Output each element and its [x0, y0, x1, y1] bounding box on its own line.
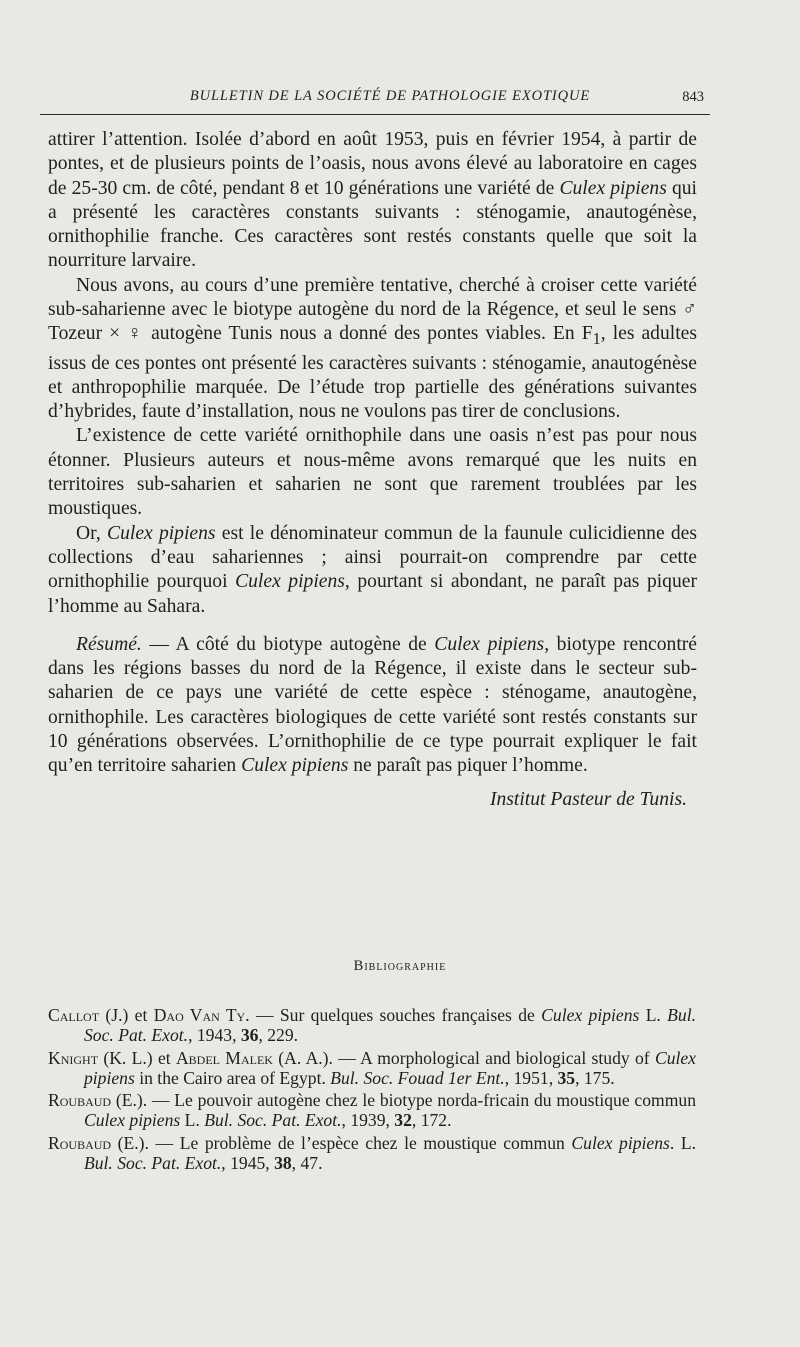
bibliography-list — [48, 1005, 696, 1173]
ref-volume: 38 — [274, 1153, 292, 1174]
page-number: 843 — [682, 89, 704, 105]
ref-journal: Bul. Soc. Pat. Exot. — [84, 1005, 697, 1046]
article-body — [48, 128, 697, 812]
ref-author: Dao Van Ty — [153, 1005, 246, 1025]
ref-volume: 36 — [240, 1025, 259, 1046]
ref-author: Callot — [48, 1005, 100, 1025]
ref-journal: Bul. Soc. Pat. Exot. — [84, 1153, 222, 1174]
ref-volume: 32 — [394, 1110, 412, 1131]
reference-item: Callot (J.) et Dao Van Ty. — Sur quelques souches françaises de Culex pipiens L. Bul. Soc. Pat. Exot., 1943, 36, 229. — [48, 1005, 697, 1046]
running-title: BULLETIN DE LA SOCIÉTÉ DE PATHOLOGIE EXOTIQUE — [189, 88, 591, 104]
page-header — [40, 88, 710, 115]
species-name: Culex pipiens — [107, 522, 216, 544]
species-name: Culex pipiens — [235, 571, 345, 593]
paragraph: attirer l’attention. Isolée d’abord en août 1953, puis en février 1954, à partir de pontes, et de plusieurs points de l’oasis, nous avons élevé au laboratoire en cages de 25-30 cm. de côté, pendant 8 et 10 générations une variété de Culex pipiens qui a présenté les caractères constants suivants : sténogamie, anautogénèse, ornithophilie franche. Ces caractères sont restés constants quelle que soit la nourriture larvaire. — [48, 129, 698, 272]
ref-author: Roubaud — [48, 1132, 112, 1153]
ref-author: Knight — [48, 1047, 99, 1068]
resume-paragraph: Résumé. — A côté du biotype autogène de Culex pipiens, biotype rencontré dans les régions basses du nord de la Régence, il existe dans le secteur sub-saharien de ce pays une variété de cette espèce : sténogame, anautogène, ornithophile. Les caractères biologiques de cette variété sont restés constants sur 10 générations observées. L’ornithophilie de ce type pourrait expliquer le fait qu’en territoire saharien Culex pipiens ne paraît pas piquer l’homme. — [48, 633, 697, 777]
reference-item: Roubaud (E.). — Le pouvoir autogène chez le biotype norda-fricain du moustique commun Culex pipiens L. Bul. Soc. Pat. Exot., 1939, 32, 172. — [48, 1090, 696, 1131]
paragraph: L’existence de cette variété ornithophile dans une oasis n’est pas pour nous étonner. Plusieurs auteurs et nous-même avons remarqué que les nuits en territoires sub-saharien et saharien ne sont que rarement troublées par les moustiques. — [48, 425, 697, 520]
bibliography-heading: Bibliographie — [353, 958, 447, 974]
paragraph: Nous avons, au cours d’une première tentative, cherché à croiser cette variété sub-saharienne avec le biotype autogène du nord de la Régence, et seul le sens ♂ Tozeur × ♀ autogène Tunis nous a donné des pontes viables. En $F_1$, les adultes issus de ces pontes ont présenté les caractères suivants : sténogamie, anautogénèse et anthropophilie marquée. De l’étude trop partielle des générations suivantes d’hybrides, faute d’installation, nous ne voulons pas tirer de conclusions. — [48, 274, 697, 423]
species-name: Culex pipiens — [434, 633, 545, 655]
affiliation: Institut Pasteur de Tunis. — [489, 788, 687, 810]
species-name: Culex pipiens — [559, 177, 667, 199]
ref-volume: 35 — [557, 1067, 576, 1088]
ref-journal: Bul. Soc. Pat. Exot. — [204, 1110, 342, 1131]
ref-author: Roubaud — [48, 1090, 112, 1111]
reference-item: Roubaud (E.). — Le problème de l’espèce chez le moustique commun Culex pipiens. L. Bul. Soc. Pat. Exot., 1945, 38, 47. — [48, 1132, 696, 1174]
ref-journal: Bul. Soc. Fouad 1er Ent. — [330, 1067, 505, 1088]
resume-label: Résumé. — [76, 633, 142, 655]
reference-item: Knight (K. L.) et Abdel Malek (A. A.). — A morphological and biological study of Culex pipiens in the Cairo area of Egypt. Bul. Soc. Fouad 1er Ent., 1951, 35, 175. — [48, 1047, 696, 1088]
paragraph: Or, Culex pipiens est le dénominateur commun de la faunule culicidienne des collections d’eau sahariennes ; ainsi pourrait-on comprendre par cette ornithophilie pourquoi Culex pipiens, pourtant si abondant, ne paraît pas piquer l’homme au Sahara. — [48, 522, 698, 617]
species-name: Culex pipiens — [241, 755, 349, 777]
ref-author: Abdel Malek — [175, 1047, 273, 1068]
